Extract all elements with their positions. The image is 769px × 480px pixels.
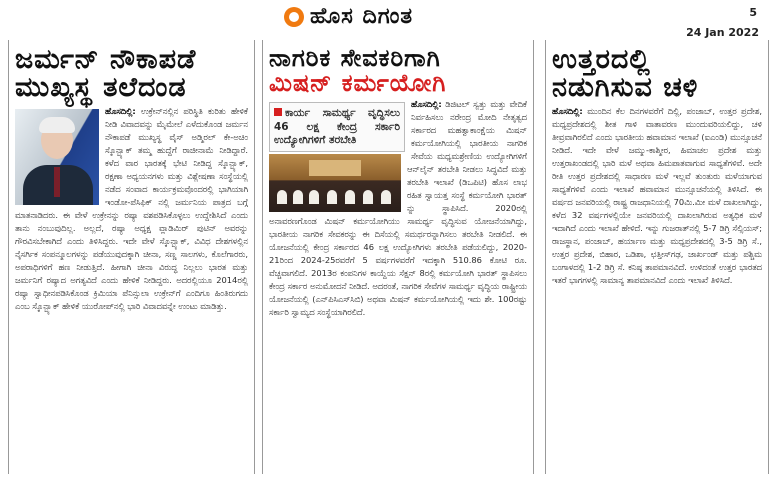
article-headline xyxy=(546,40,768,105)
headline-line-2: ಮುಖ್ಯಸ್ಥ ತಲೆದಂಡ xyxy=(15,72,187,104)
article-text: ಮುಂದಿನ ಕೆಲ ದಿನಗಳವರೆಗೆ ದಿಲ್ಲಿ, ಪಂಜಾಬ್, ಉತ್ತರ ಪ್ರದೇಶ, ಮಧ್ಯಪ್ರದೇಶದಲ್ಲಿ ಶೀತ ಗಾಳಿ ವಾತಾವರಣ ಮುಂದುವರಿಯಲಿದ್ದು, ಚಳಿ ತೀವ್ರವಾಗಿರಲಿದೆ ಎಂದು ಭಾರತೀಯ ಹವಾಮಾನ ಇಲಾಖೆ (ಐಎಂಡಿ) ಮುನ್ಸೂಚನೆ ನೀಡಿದೆ. ಇದೇ ವೇಳೆ ಜಮ್ಮು-ಕಾಶ್ಮೀರ, ಹಿಮಾಚಲ ಪ್ರದೇಶ ಮತ್ತು ಉತ್ತರಾಖಂಡದಲ್ಲಿ ಭಾರಿ ಮಳೆ ಅಥವಾ ಹಿಮಪಾತವಾಗುವ ಸಾಧ್ಯತೆಗಳಿವೆ. ಅದೇ ರೀತಿ ಉತ್ತರ ಪ್ರದೇಶದಲ್ಲಿ ಸಾಧಾರಣ ಮಳೆ ಇಲ್ಲವೆ ತುಂತುರು ಮಳೆಯಾಗುವ ಸಾಧ್ಯತೆಗಳಿವೆ ಎಂದು ಇಲಾಖೆ ಹವಾಮಾನ ಮುನ್ಸೂಚನೆಯಲ್ಲಿ ತಿಳಿಸಿದೆ. ಈ ವರ್ಷದ ಜನವರಿಯಲ್ಲಿ ರಾಷ್ಟ್ರ ರಾಜಧಾನಿಯಲ್ಲಿ 70ಮಿ.ಮೀ ಮಳೆ ದಾಖಲಾಗಿದ್ದು, ಕಳೆದ 32 ವರ್ಷಗಳಲ್ಲಿಯೇ ಜನವರಿಯಲ್ಲಿ ದಾಖಲಾಗಿರುವ ಅತ್ಯಧಿಕ ಮಳೆ ಇದಾಗಿದೆ ಎಂದು ಇಲಾಖೆ ಹೇಳಿದೆ. ಇನ್ನು ಗುಜರಾತ್‌ನಲ್ಲಿ 5-7 ಡಿಗ್ರಿ ಸೆಲ್ಸಿಯಸ್; ರಾಜಸ್ಥಾನ, ಪಂಜಾಬ್, ಹರ್ಯಾಣ ಮತ್ತು ಮಧ್ಯಪ್ರದೇಶದಲ್ಲಿ 3-5 ಡಿಗ್ರಿ ಸೆ., ಉತ್ತರ ಪ್ರದೇಶ, ಬಿಹಾರ, ಒಡಿಶಾ, ಛತ್ತೀಸ್‌ಗಢ, ಜಾರ್ಖಂಡ್ ಮತ್ತು ಪಶ್ಚಿಮ ಬಂಗಾಳದಲ್ಲಿ 1-2 ಡಿಗ್ರಿ ಸೆ. ಕನಿಷ್ಠ ತಾಪಮಾನವಿದೆ. ಉಳಿದಂತೆ ಉತ್ತರ ಭಾರತದ ಇತರೆ ಭಾಗಗಳಲ್ಲಿ ಸಾಮಾನ್ಯ ತಾಪಮಾನವಿದೆ ಎಂದು ಇಲಾಖೆ ತಿಳಿಸಿದೆ. xyxy=(552,105,763,285)
headline-line-2: ಮಿಷನ್ ಕರ್ಮಯೋಗಿ xyxy=(269,69,447,98)
article-text: ಉಕ್ರೇನ್‌ನಲ್ಲಿನ ಪರಿಸ್ಥಿತಿ ಕುರಿತು ಹೇಳಿಕೆ ನೀಡಿ ವಿವಾದವನ್ನು ಮೈಮೇಲೆ ಎಳೆದುಕೊಂಡ ಜರ್ಮನ ನೌಕಾಪಡೆ ಮುಖ್ಯಸ್ಥ ವೈಸ್ ಅಡ್ಮಿರಲ್ ಕೇ-ಅಚಿಂ ಸ್ಕೊನ್ಬ್ಯಾಕ್ ತಮ್ಮ ಹುದ್ದೆಗೆ ರಾಜೀನಾಮೆ ನೀಡಿದ್ದಾರೆ. ಕಳೆದ ವಾರ ಭಾರತಕ್ಕೆ ಭೇಟಿ ನೀಡಿದ್ದ ಸ್ಕೊನ್ಬ್ಯಾಕ್, ರಕ್ಷಣಾ ಅಧ್ಯಯನಗಳು ಮತ್ತು ವಿಶ್ಲೇಷಣಾ ಸಂಸ್ಥೆಯಲ್ಲಿ ನಡೆದ ಸಂವಾದ ಕಾರ್ಯಕ್ರಮವೊಂದರಲ್ಲಿ ಭಾಗಿಯಾಗಿ ಇಂಡೋ-ಪೆಸಿಫಿಕ್ ನಲ್ಲಿ ಜರ್ಮನಿಯ ಪಾತ್ರದ ಬಗ್ಗೆ ಮಾತನಾಡಿದರು. ಈ ವೇಳೆ ಉಕ್ರೇನನ್ನು ರಷ್ಯಾ ವಶಪಡಿಸಿಕೊಳ್ಳಲು ಉದ್ದೇಶಿಸಿದೆ ಎಂದು ತಾನು ನಂಬುವುದಿಲ್ಲ. ಅಲ್ಲದೆ, ರಷ್ಯಾ ಅಧ್ಯಕ್ಷ ವ್ಲಾಡಿಮಿರ್ ಪುಟಿನ್ ಅವರನ್ನು ಗೌರವಿಸಬೇಕಾಗಿದೆ ಎಂದು ತಿಳಿಸಿದ್ದರು. ಇದೇ ವೇಳೆ ಸ್ಕೊನ್ಬ್ಯಾಕ್, ವಿವಿಧ ದೇಶಗಳಲ್ಲಿನ ನೈಸರ್ಗಿಕ ಸಂಪನ್ಮೂಲಗಳನ್ನು ಪಡೆಯುವುದಕ್ಕಾಗಿ ಚೀನಾ, ಸಣ್ಣ ಸಾಲಗಳು, ಕೊಲೆಗಾರರು, ಅಪರಾಧಿಗಳಿಗೆ ಹಣ ನೀಡುತ್ತಿದೆ. ಹೀಗಾಗಿ ಚೀನಾ ವಿರುದ್ಧ ನಿಲ್ಲಲು ಭಾರತ ಮತ್ತು ಜರ್ಮನಿಗೆ ರಷ್ಯಾದ ಅಗತ್ಯವಿದೆ ಎಂದು ಹೇಳಿಕೆ ನೀಡಿದ್ದರು. ಅದರಲ್ಲಿಯೂ 2014ರಲ್ಲಿ ರಷ್ಯಾ ಸ್ವಾಧೀನಪಡಿಸಿಕೊಂಡ ಕ್ರಿಮಿಯಾ ಪೆನಿನ್ಸುಲಾ ಉಕ್ರೇನ್‌ಗೆ ಎಂದಿಗೂ ಹಿಂತಿರುಗದು ಎಂಬ ಸ್ಕೊನ್ಬ್ಯಾಕ್ ಹೇಳಿಕೆ ಯುರೋಪ್‌ನಲ್ಲಿ ಭಾರಿ ವಿವಾದವನ್ನೇ ಉಂಟು ಮಾಡಿತ್ತು. xyxy=(15,105,248,311)
logo-emblem-icon xyxy=(284,7,304,27)
highlight-text: ಕಾರ್ಯ ಸಾಮರ್ಥ್ಯ ವೃದ್ಧಿಸಲು 46 ಲಕ್ಷ ಕೇಂದ್ರ ಸರ್ಕಾರಿ ಉದ್ಯೋಗಿಗಳಿಗೆ ತರಬೇತಿ xyxy=(274,107,400,146)
edition-date: 24 Jan 2022 xyxy=(686,26,759,39)
article-text: ಡಿಜಿಟಲ್ ಸ್ವತ್ತು ಮತ್ತು ವೇದಿಕೆ ನಿರ್ವಹಿಸಲು ನರೇಂದ್ರ ಮೋದಿ ನೇತೃತ್ವದ ಸರ್ಕಾರದ ಮಹತ್ವಾಕಾಂಕ್ಷೆಯ ಮಿಷನ್ ಕರ್ಮಯೋಗಿಯಲ್ಲಿ ಭಾರತೀಯ ನಾಗರಿಕ ಸೇವೆಯ ಮಧ್ಯಮಶ್ರೇಣಿಯ ಉದ್ಯೋಗಿಗಳಿಗೆ ಆನ್‌ಲೈನ್ ತರಬೇತಿ ನೀಡಲು ಸಿದ್ಧವಿದೆ ಮತ್ತು ತರಬೇತಿ ಇಲಾಖೆ (ಡಿಒಪಿಟಿ) ಹೊಸ ಲಾಭ ರಹಿತ ಸ್ವಾಯತ್ತ ಸಂಸ್ಥೆ ಕರ್ಮಯೋಗಿ ಭಾರತ್ ನ್ನು ಸ್ಥಾಪಿಸಿದೆ. 2020ರಲ್ಲಿ ಅನಾವರಣಗೊಂಡ ಮಿಷನ್ ಕರ್ಮಯೋಗಿಯು ಸಾಮರ್ಥ್ಯ ವೃದ್ಧಿಸುವ ಯೋಜನೆಯಾಗಿದ್ದು, ಭಾರತೀಯ ನಾಗರಿಕ ಸೇವಕರನ್ನು ಈ ದಿಸೆಯಲ್ಲಿ ಸಮರ್ಥರನ್ನಾಗಿಸಲು ತರಬೇತಿ ನೀಡಲಿದೆ. ಈ ಯೋಜನೆಯಲ್ಲಿ ಕೇಂದ್ರ ಸರ್ಕಾರದ 46 ಲಕ್ಷ ಉದ್ಯೋಗಿಗಳು ತರಬೇತಿ ಪಡೆಯಲಿದ್ದು, 2020-21ರಿಂದ 2024-25ರವರೆಗೆ 5 ವರ್ಷಗಳವರೆಗೆ ಇದಕ್ಕಾಗಿ 510.86 ಕೋಟಿ ರೂ. ವೆಚ್ಚವಾಗಲಿದೆ. 2013ರ ಕಂಪನಿಗಳ ಕಾಯ್ದೆಯ ಸೆಕ್ಷನ್ 8ರಲ್ಲಿ ಕರ್ಮಯೋಗಿ ಭಾರತ್ ಸ್ಥಾಪಿಸಲು ಕೇಂದ್ರ ಸರ್ಕಾರ ಅನುಮೋದನೆ ನೀಡಿದೆ. ಅದರಂತೆ, ನಾಗರಿಕ ಸೇವೆಗಳ ಸಾಮರ್ಥ್ಯ ವೃದ್ಧಿಯ ರಾಷ್ಟ್ರೀಯ ಯೋಜನೆಯಲ್ಲಿ (ಎನ್‌ಪಿಸಿಎಸ್‌ಸಿಬಿ) ಅಥವಾ ಮಿಷನ್ ಕರ್ಮಯೋಗಿಯಲ್ಲಿ ಇದು ಶೇ. 100ರಷ್ಟು ಸರ್ಕಾರಿ ಸ್ವಾಮ್ಯದ ಸಂಸ್ಥೆಯಾಗಿರಲಿದೆ. xyxy=(269,99,527,318)
headline-line-1: ನಾಗರಿಕ ಸೇವಕರಿಗಾಗಿ xyxy=(269,44,441,72)
dateline: ಹೊಸದಿಲ್ಲಿ: xyxy=(552,105,583,116)
bullet-square-icon xyxy=(274,108,282,116)
page-number: 5 xyxy=(749,6,757,19)
logo-text: ಹೊಸ ದಿಗಂತ xyxy=(310,4,414,29)
article-body xyxy=(9,105,254,313)
admiral-photo xyxy=(15,109,99,205)
highlight-box xyxy=(269,102,405,151)
headline-line-1: ಉತ್ತರದಲ್ಲಿ xyxy=(552,44,651,75)
dateline: ಹೊಸದಿಲ್ಲಿ: xyxy=(105,105,136,116)
article-headline xyxy=(263,40,533,98)
newspaper-logo xyxy=(284,4,413,29)
masthead xyxy=(0,0,769,40)
article-headline xyxy=(9,40,254,105)
article-north-cold-wave xyxy=(545,40,769,474)
article-german-navy-chief xyxy=(8,40,255,474)
article-body xyxy=(546,105,768,287)
dateline: ಹೊಸದಿಲ್ಲಿ: xyxy=(411,99,442,110)
article-body xyxy=(263,98,533,319)
article-mission-karmayogi xyxy=(262,40,534,474)
headline-line-1: ಜರ್ಮನ್ ನೌಕಾಪಡೆ xyxy=(15,44,197,75)
meeting-photo xyxy=(269,154,401,212)
headline-line-2: ನಡುಗಿಸುವ ಚಳಿ xyxy=(552,72,699,104)
